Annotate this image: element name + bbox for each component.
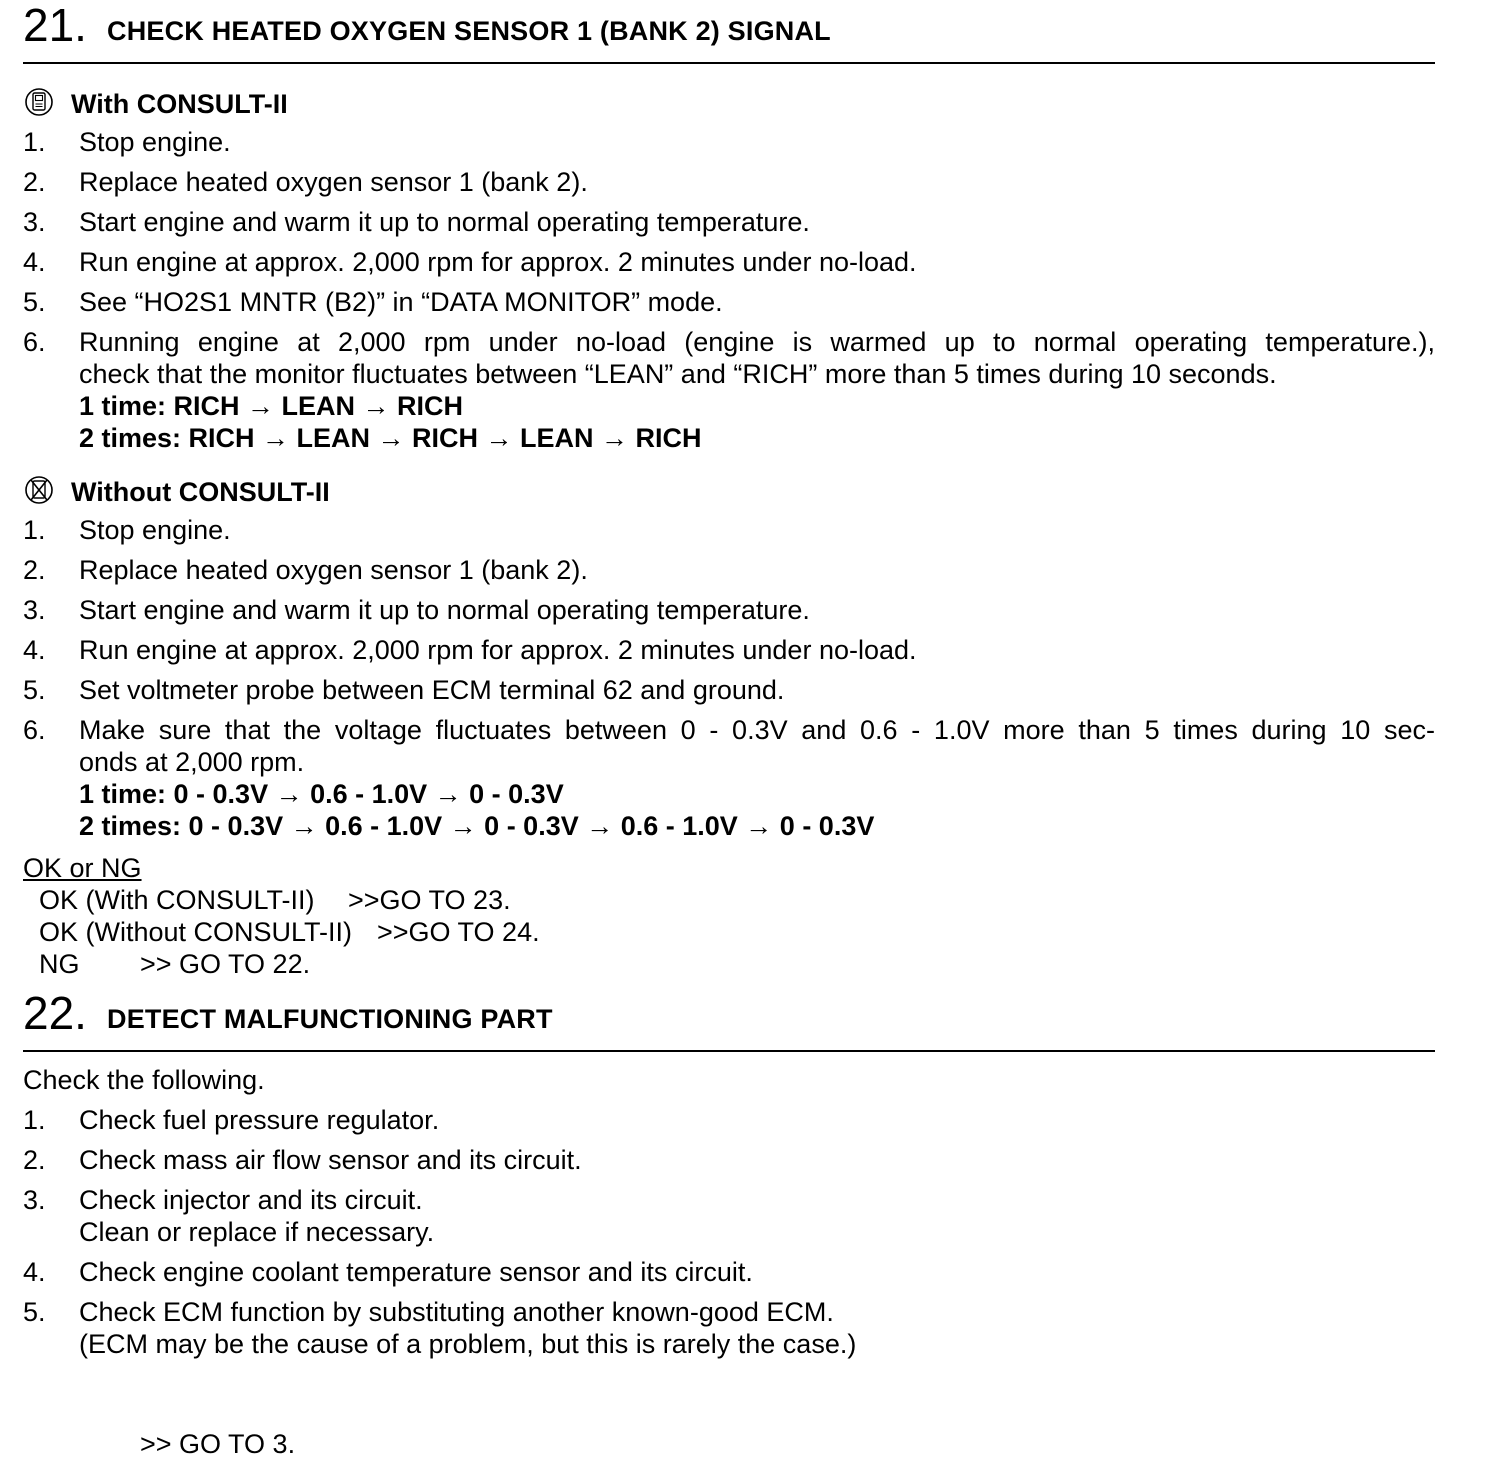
mode-label: With CONSULT-II (71, 89, 288, 119)
ok-ng-label: OK or NG (23, 853, 142, 883)
list-item: 4. Run engine at approx. 2,000 rpm for approx. 2 minutes under no-load. (23, 635, 917, 665)
step-title: CHECK HEATED OXYGEN SENSOR 1 (BANK 2) SIGNAL (107, 16, 831, 46)
list-item: 6. Make sure that the voltage fluctuates between 0 - 0.3V and 0.6 - 1.0V more than 5 times during 10 sec- onds at 2,000 rpm. 1 time: 0 - 0.3V → 0.6 - 1.0V → 0 - 0.3V 2 times: 0 - 0.3V → 0.6 - 1.0V → 0 - 0.3V → 0.6 - 1.0V → 0 - 0.3V (23, 715, 1435, 841)
list-item: 5. Check ECM function by substituting another known-good ECM. (ECM may be the cause of a problem, but this is rarely the case.) (23, 1297, 857, 1359)
list-item: 1. Stop engine. (23, 515, 231, 545)
with-consult-steps (23, 126, 1435, 454)
list-item: 3. Start engine and warm it up to normal operating temperature. (23, 595, 810, 625)
service-manual-page (23, 0, 1435, 1360)
without-consult-steps (23, 514, 1435, 842)
list-item: 1. Stop engine. (23, 127, 231, 157)
cycle-example: 1 time: RICH → LEAN → RICH (79, 391, 464, 421)
list-item: 4. Check engine coolant temperature sensor and its circuit. (23, 1257, 753, 1287)
goto-instruction: >> GO TO 3. (140, 1429, 296, 1459)
no-consult-icon (23, 474, 55, 506)
mode-label: Without CONSULT-II (71, 477, 330, 507)
list-item: 1. Check fuel pressure regulator. (23, 1105, 440, 1135)
result-row: OK (With CONSULT-II) >>GO TO 23. (39, 885, 511, 915)
cycle-example: 2 times: RICH → LEAN → RICH → LEAN → RICH (79, 423, 702, 453)
list-item: 3. Start engine and warm it up to normal operating temperature. (23, 207, 810, 237)
check-steps (23, 1104, 1435, 1360)
list-item: 3. Check injector and its circuit. Clean or replace if necessary. (23, 1185, 435, 1247)
list-item: 5. See “HO2S1 MNTR (B2)” in “DATA MONITOR” mode. (23, 287, 723, 317)
list-item: 6. Running engine at 2,000 rpm under no-load (engine is warmed up to normal operating temperature.), check that the monitor fluctuates between “LEAN” and “RICH” more than 5 times during 10 seconds. 1 time: RICH → LEAN → RICH 2 times: RICH → LEAN → RICH → LEAN → RICH (23, 327, 1435, 453)
cycle-example: 1 time: 0 - 0.3V → 0.6 - 1.0V → 0 - 0.3V (79, 779, 564, 809)
list-item: 2. Replace heated oxygen sensor 1 (bank 2). (23, 167, 588, 197)
list-item: 5. Set voltmeter probe between ECM terminal 62 and ground. (23, 675, 785, 705)
list-item: 2. Replace heated oxygen sensor 1 (bank 2). (23, 555, 588, 585)
consult-tool-icon (23, 86, 55, 118)
result-row: OK (Without CONSULT-II) >>GO TO 24. (39, 917, 540, 947)
without-consult-heading (23, 474, 1435, 506)
step-22-header (23, 988, 1435, 1052)
list-item: 2. Check mass air flow sensor and its circuit. (23, 1145, 582, 1175)
list-item: 4. Run engine at approx. 2,000 rpm for approx. 2 minutes under no-load. (23, 247, 917, 277)
cycle-example: 2 times: 0 - 0.3V → 0.6 - 1.0V → 0 - 0.3V → 0.6 - 1.0V → 0 - 0.3V (79, 811, 875, 841)
ok-ng-section (23, 852, 1435, 980)
with-consult-heading (23, 86, 1435, 118)
step-title: DETECT MALFUNCTIONING PART (107, 1004, 553, 1034)
step-number: 22. (23, 987, 87, 1039)
result-row: NG >> GO TO 22. (39, 949, 311, 979)
step-21-header (23, 0, 1435, 64)
intro-text: Check the following. (23, 1065, 265, 1095)
step-number: 21. (23, 0, 87, 51)
